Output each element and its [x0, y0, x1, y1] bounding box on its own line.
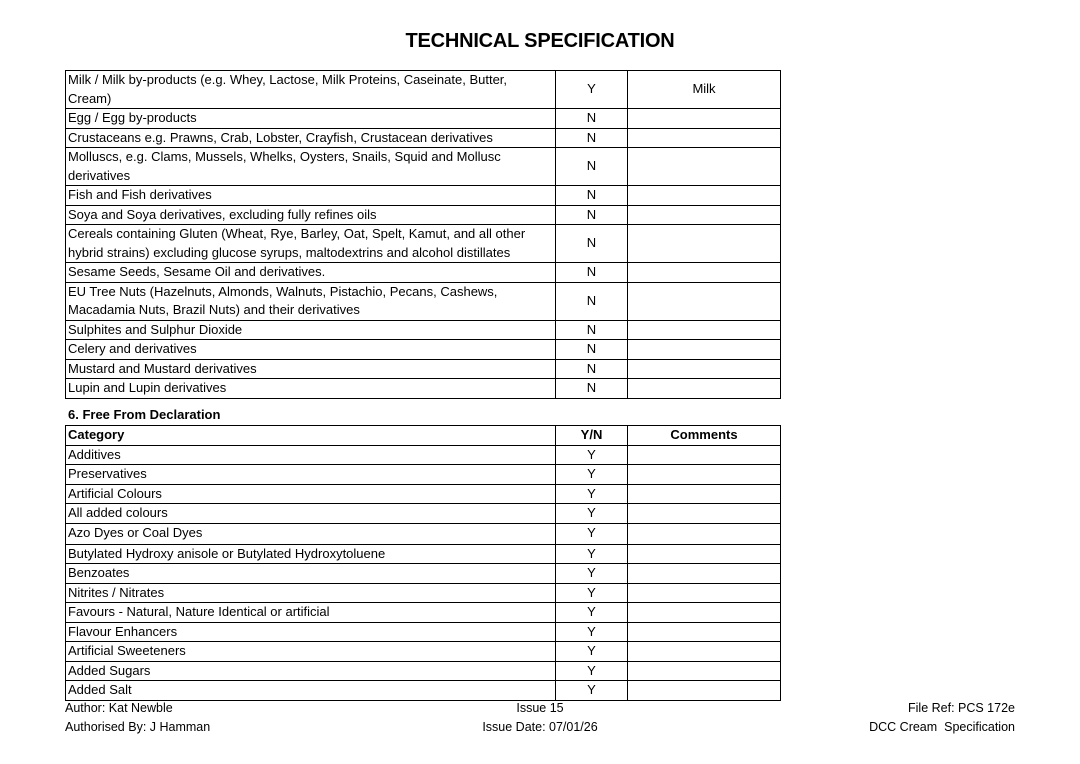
free-from-label: Artificial Colours	[66, 484, 556, 504]
free-from-yn: Y	[556, 642, 628, 662]
file-ref-text: File Ref: PCS 172e	[908, 701, 1015, 715]
allergen-yn: N	[556, 379, 628, 399]
allergen-table	[65, 70, 781, 399]
allergen-comment	[628, 109, 781, 129]
footer-center	[430, 699, 650, 737]
footer-left	[65, 699, 210, 737]
allergen-comment	[628, 379, 781, 399]
allergen-comment	[628, 128, 781, 148]
table-row	[66, 583, 781, 603]
table-row	[66, 484, 781, 504]
allergen-comment	[628, 205, 781, 225]
table-row	[66, 71, 781, 109]
free-from-yn: Y	[556, 603, 628, 623]
table-row	[66, 128, 781, 148]
free-from-yn: Y	[556, 504, 628, 524]
free-from-comment	[628, 583, 781, 603]
table-row	[66, 445, 781, 465]
allergen-comment	[628, 340, 781, 360]
allergen-yn: N	[556, 263, 628, 283]
table-row	[66, 205, 781, 225]
table-row	[66, 564, 781, 584]
authorised-by-text: Authorised By: J Hamman	[65, 720, 211, 734]
allergen-label: Crustaceans e.g. Prawns, Crab, Lobster, Crayfish, Crustacean derivatives	[66, 128, 556, 148]
free-from-comment	[628, 681, 781, 701]
allergen-yn: Y	[556, 71, 628, 109]
free-from-comment	[628, 642, 781, 662]
free-from-yn: Y	[556, 544, 628, 564]
table-row	[66, 622, 781, 642]
allergen-comment	[628, 320, 781, 340]
allergen-yn: N	[556, 225, 628, 263]
allergen-yn: N	[556, 205, 628, 225]
table-row	[66, 661, 781, 681]
free-from-yn: Y	[556, 465, 628, 485]
column-header-comments: Comments	[628, 426, 781, 446]
allergen-comment: Milk	[628, 71, 781, 109]
free-from-label: Preservatives	[66, 465, 556, 485]
free-from-yn: Y	[556, 661, 628, 681]
allergen-label: Mustard and Mustard derivatives	[66, 359, 556, 379]
column-header-yn: Y/N	[556, 426, 628, 446]
table-row	[66, 642, 781, 662]
free-from-label: Azo Dyes or Coal Dyes	[66, 523, 556, 544]
allergen-comment	[628, 186, 781, 206]
free-from-yn: Y	[556, 445, 628, 465]
table-row	[66, 109, 781, 129]
issue-text: Issue 15	[516, 701, 564, 715]
free-from-yn: Y	[556, 583, 628, 603]
free-from-comment	[628, 523, 781, 544]
author-text: Author: Kat Newble	[65, 701, 173, 715]
allergen-yn: N	[556, 340, 628, 360]
document-name-text: DCC Cream Specification	[869, 720, 1015, 734]
allergen-label: Sulphites and Sulphur Dioxide	[66, 320, 556, 340]
table-row	[66, 603, 781, 623]
table-row	[66, 544, 781, 564]
free-from-table	[65, 425, 781, 701]
table-row	[66, 148, 781, 186]
page-title: TECHNICAL SPECIFICATION	[405, 30, 675, 52]
free-from-comment	[628, 484, 781, 504]
allergen-yn: N	[556, 282, 628, 320]
allergen-comment	[628, 225, 781, 263]
free-from-label: Butylated Hydroxy anisole or Butylated Hydroxytoluene	[66, 544, 556, 564]
table-row	[66, 225, 781, 263]
free-from-comment	[628, 504, 781, 524]
allergen-label: Soya and Soya derivatives, excluding fully refines oils	[66, 205, 556, 225]
allergen-yn: N	[556, 186, 628, 206]
allergen-label: EU Tree Nuts (Hazelnuts, Almonds, Walnuts, Pistachio, Pecans, Cashews, Macadamia Nuts, Brazil Nuts) and their derivatives	[66, 282, 556, 320]
free-from-label: All added colours	[66, 504, 556, 524]
allergen-label: Molluscs, e.g. Clams, Mussels, Whelks, Oysters, Snails, Squid and Mollusc derivatives	[66, 148, 556, 186]
free-from-yn: Y	[556, 681, 628, 701]
table-header-row	[66, 426, 781, 446]
free-from-comment	[628, 465, 781, 485]
free-from-comment	[628, 603, 781, 623]
allergen-comment	[628, 148, 781, 186]
free-from-comment	[628, 564, 781, 584]
free-from-comment	[628, 622, 781, 642]
free-from-label: Favours - Natural, Nature Identical or artificial	[66, 603, 556, 623]
allergen-label: Sesame Seeds, Sesame Oil and derivatives.	[66, 263, 556, 283]
table-row	[66, 379, 781, 399]
free-from-yn: Y	[556, 484, 628, 504]
free-from-label: Benzoates	[66, 564, 556, 584]
allergen-label: Cereals containing Gluten (Wheat, Rye, Barley, Oat, Spelt, Kamut, and all other hybrid strains) excluding glucose syrups, maltodextrins and alcohol distillates	[66, 225, 556, 263]
section-title: 6. Free From Declaration	[68, 407, 221, 422]
allergen-label: Milk / Milk by-products (e.g. Whey, Lactose, Milk Proteins, Caseinate, Butter, Cream)	[66, 71, 556, 109]
table-row	[66, 523, 781, 544]
allergen-comment	[628, 263, 781, 283]
table-row	[66, 186, 781, 206]
table-row	[66, 465, 781, 485]
column-header-category: Category	[66, 426, 556, 446]
footer-right	[869, 699, 1015, 737]
allergen-comment	[628, 282, 781, 320]
allergen-comment	[628, 359, 781, 379]
free-from-label: Added Salt	[66, 681, 556, 701]
allergen-yn: N	[556, 109, 628, 129]
allergen-yn: N	[556, 320, 628, 340]
free-from-label: Added Sugars	[66, 661, 556, 681]
allergen-label: Lupin and Lupin derivatives	[66, 379, 556, 399]
table-row	[66, 340, 781, 360]
table-row	[66, 504, 781, 524]
allergen-yn: N	[556, 359, 628, 379]
free-from-label: Flavour Enhancers	[66, 622, 556, 642]
free-from-yn: Y	[556, 564, 628, 584]
free-from-label: Artificial Sweeteners	[66, 642, 556, 662]
table-row	[66, 359, 781, 379]
table-row	[66, 263, 781, 283]
table-row	[66, 320, 781, 340]
free-from-yn: Y	[556, 622, 628, 642]
issue-date-text: Issue Date: 07/01/26	[482, 720, 598, 734]
free-from-label: Additives	[66, 445, 556, 465]
allergen-label: Egg / Egg by-products	[66, 109, 556, 129]
free-from-comment	[628, 544, 781, 564]
free-from-label: Nitrites / Nitrates	[66, 583, 556, 603]
free-from-comment	[628, 661, 781, 681]
table-row	[66, 282, 781, 320]
table-row	[66, 681, 781, 701]
allergen-yn: N	[556, 148, 628, 186]
free-from-comment	[628, 445, 781, 465]
allergen-label: Fish and Fish derivatives	[66, 186, 556, 206]
allergen-label: Celery and derivatives	[66, 340, 556, 360]
free-from-yn: Y	[556, 523, 628, 544]
allergen-yn: N	[556, 128, 628, 148]
